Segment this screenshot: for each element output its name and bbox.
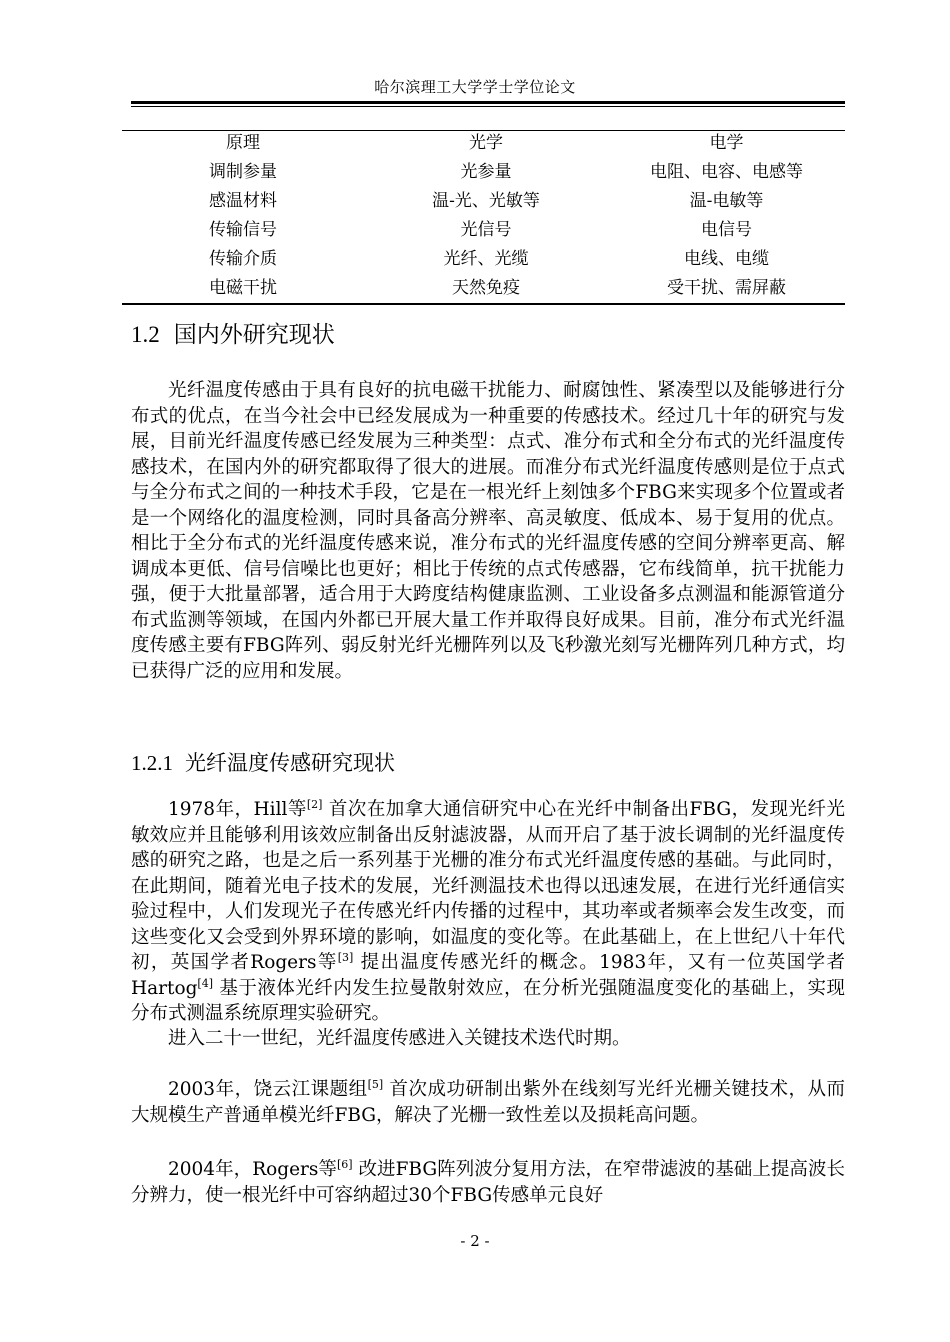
- table-cell: 光学: [469, 133, 503, 153]
- citation: [5]: [367, 1078, 384, 1091]
- paragraph-2004: [131, 1157, 845, 1208]
- table-row: [122, 216, 845, 245]
- table-cell: 电线、电缆: [684, 249, 769, 269]
- citation: [3]: [337, 951, 354, 964]
- table-row: [122, 129, 845, 158]
- table-cell: 感温材料: [209, 191, 277, 211]
- table-row: [122, 274, 845, 303]
- table-cell: 电学: [709, 133, 744, 153]
- section-number: 1.2: [131, 322, 160, 347]
- text-run: 基于液体光纤内发生拉曼散射效应，在分析光强随温度变化的基础上，实现分布式测温系统原理实验研究。: [131, 977, 845, 1024]
- table-cell: 原理: [226, 133, 260, 153]
- table-cell: 光纤、光缆: [443, 249, 529, 269]
- page-number: - 2 -: [460, 1232, 490, 1250]
- table-cell: 传输介质: [209, 249, 277, 269]
- table-cell: 光参量: [460, 162, 512, 182]
- running-header: 哈尔滨理工大学学士学位论文: [374, 78, 576, 96]
- citation: [4]: [197, 976, 214, 990]
- subsection-title: 光纤温度传感研究现状: [185, 751, 395, 775]
- subsection-number: 1.2.1: [131, 751, 173, 775]
- text-run: 首次成功研制出紫外在线刻写光纤光栅关键技术，从而大规模生产普通单模光纤FBG，解决了光栅一致性差以及损耗高问题。: [131, 1079, 845, 1126]
- table-cell: 光信号: [460, 220, 512, 240]
- table-cell: 受干扰、需屏蔽: [667, 278, 786, 298]
- table-cell: 温-电敏等: [689, 191, 764, 211]
- paragraph-2003: [131, 1077, 845, 1128]
- subsection-heading: [131, 749, 395, 777]
- table-row: [122, 245, 845, 274]
- section-title: 国内外研究现状: [173, 322, 335, 348]
- table-row: [122, 187, 845, 216]
- table-bottom-rule: [122, 303, 845, 305]
- text-run: 2003年，饶云江课题组: [168, 1079, 368, 1100]
- text-run: 首次在加拿大通信研究中心在光纤中制备出FBG，发现光纤光敏效应并且能够利用该效应制备出反射滤波器，从而开启了基于波长调制的光纤温度传感的研究之路，也是之后一系列基于光栅的准分布式光纤温度传感的基础。与此同时，在此期间，随着光电子技术的发展，光纤测温技术也得以迅速发展，在进行光纤通信实验过程中，人们发现光子在传感光纤内传播的过程中，其功率或者频率会发生改变，而这些变化又会受到外界环境的影响，如温度的变化等。在此基础上，在上世纪八十年代初，英国学者Rogers等: [131, 799, 846, 973]
- text-run: 提出温度传感光纤的概念。1983年，又有一位英国学者Hartog: [131, 952, 845, 999]
- table-row: [122, 158, 845, 187]
- header-rule-thin: [131, 106, 845, 107]
- table-cell: 电阻、电容、电感等: [650, 162, 803, 182]
- text-run: 2004年，Rogers等: [168, 1159, 337, 1180]
- paragraph-21st-century: 进入二十一世纪，光纤温度传感进入关键技术迭代时期。: [168, 1028, 631, 1049]
- citation: [6]: [336, 1158, 353, 1171]
- section-heading: [131, 320, 335, 350]
- header-rule-thick: [131, 101, 845, 104]
- citation: [2]: [306, 798, 323, 811]
- table-cell: 温-光、光敏等: [432, 191, 540, 211]
- text-run: 1978年，Hill等: [168, 799, 307, 820]
- table-cell: 电信号: [701, 220, 752, 240]
- paragraph-intro: 光纤温度传感由于具有良好的抗电磁干扰能力、耐腐蚀性、紧凑型以及能够进行分布式的优点，在当今社会中已经发展成为一种重要的传感技术。经过几十年的研究与发展，目前光纤温度传感已经发展为三种类型：点式、准分布式和全分布式的光纤温度传感技术，在国内外的研究都取得了很大的进展。而准分布式光纤温度传感则是位于点式与全分布式之间的一种技术手段，它是在一根光纤上刻蚀多个FBG来实现多个位置或者是一个网络化的温度检测，同时具备高分辨率、高灵敏度、低成本、易于复用的优点。相比于全分布式的光纤温度传感来说，准分布式的光纤温度传感的空间分辨率更高、解调成本更低、信号信噪比也更好；相比于传统的点式传感器，它布线简单，抗干扰能力强，便于大批量部署，适合用于大跨度结构健康监测、工业设备多点测温和能源管道分布式监测等领域，在国内外都已开展大量工作并取得良好成果。目前，准分布式光纤温度传感主要有FBG阵列、弱反射光纤光栅阵列以及飞秒激光刻写光栅阵列几种方式，均已获得广泛的应用和发展。: [131, 380, 845, 682]
- table-cell: 天然免疫: [452, 278, 520, 298]
- comparison-table: [122, 129, 845, 303]
- table-cell: 电磁干扰: [209, 278, 277, 298]
- text-run: 改进FBG阵列波分复用方法，在窄带滤波的基础上提高波长分辨力，使一根光纤中可容纳超过30个FBG传感单元良好: [131, 1159, 846, 1206]
- table-cell: 传输信号: [209, 220, 277, 240]
- paragraph-history: [131, 797, 845, 1027]
- table-cell: 调制参量: [209, 162, 277, 182]
